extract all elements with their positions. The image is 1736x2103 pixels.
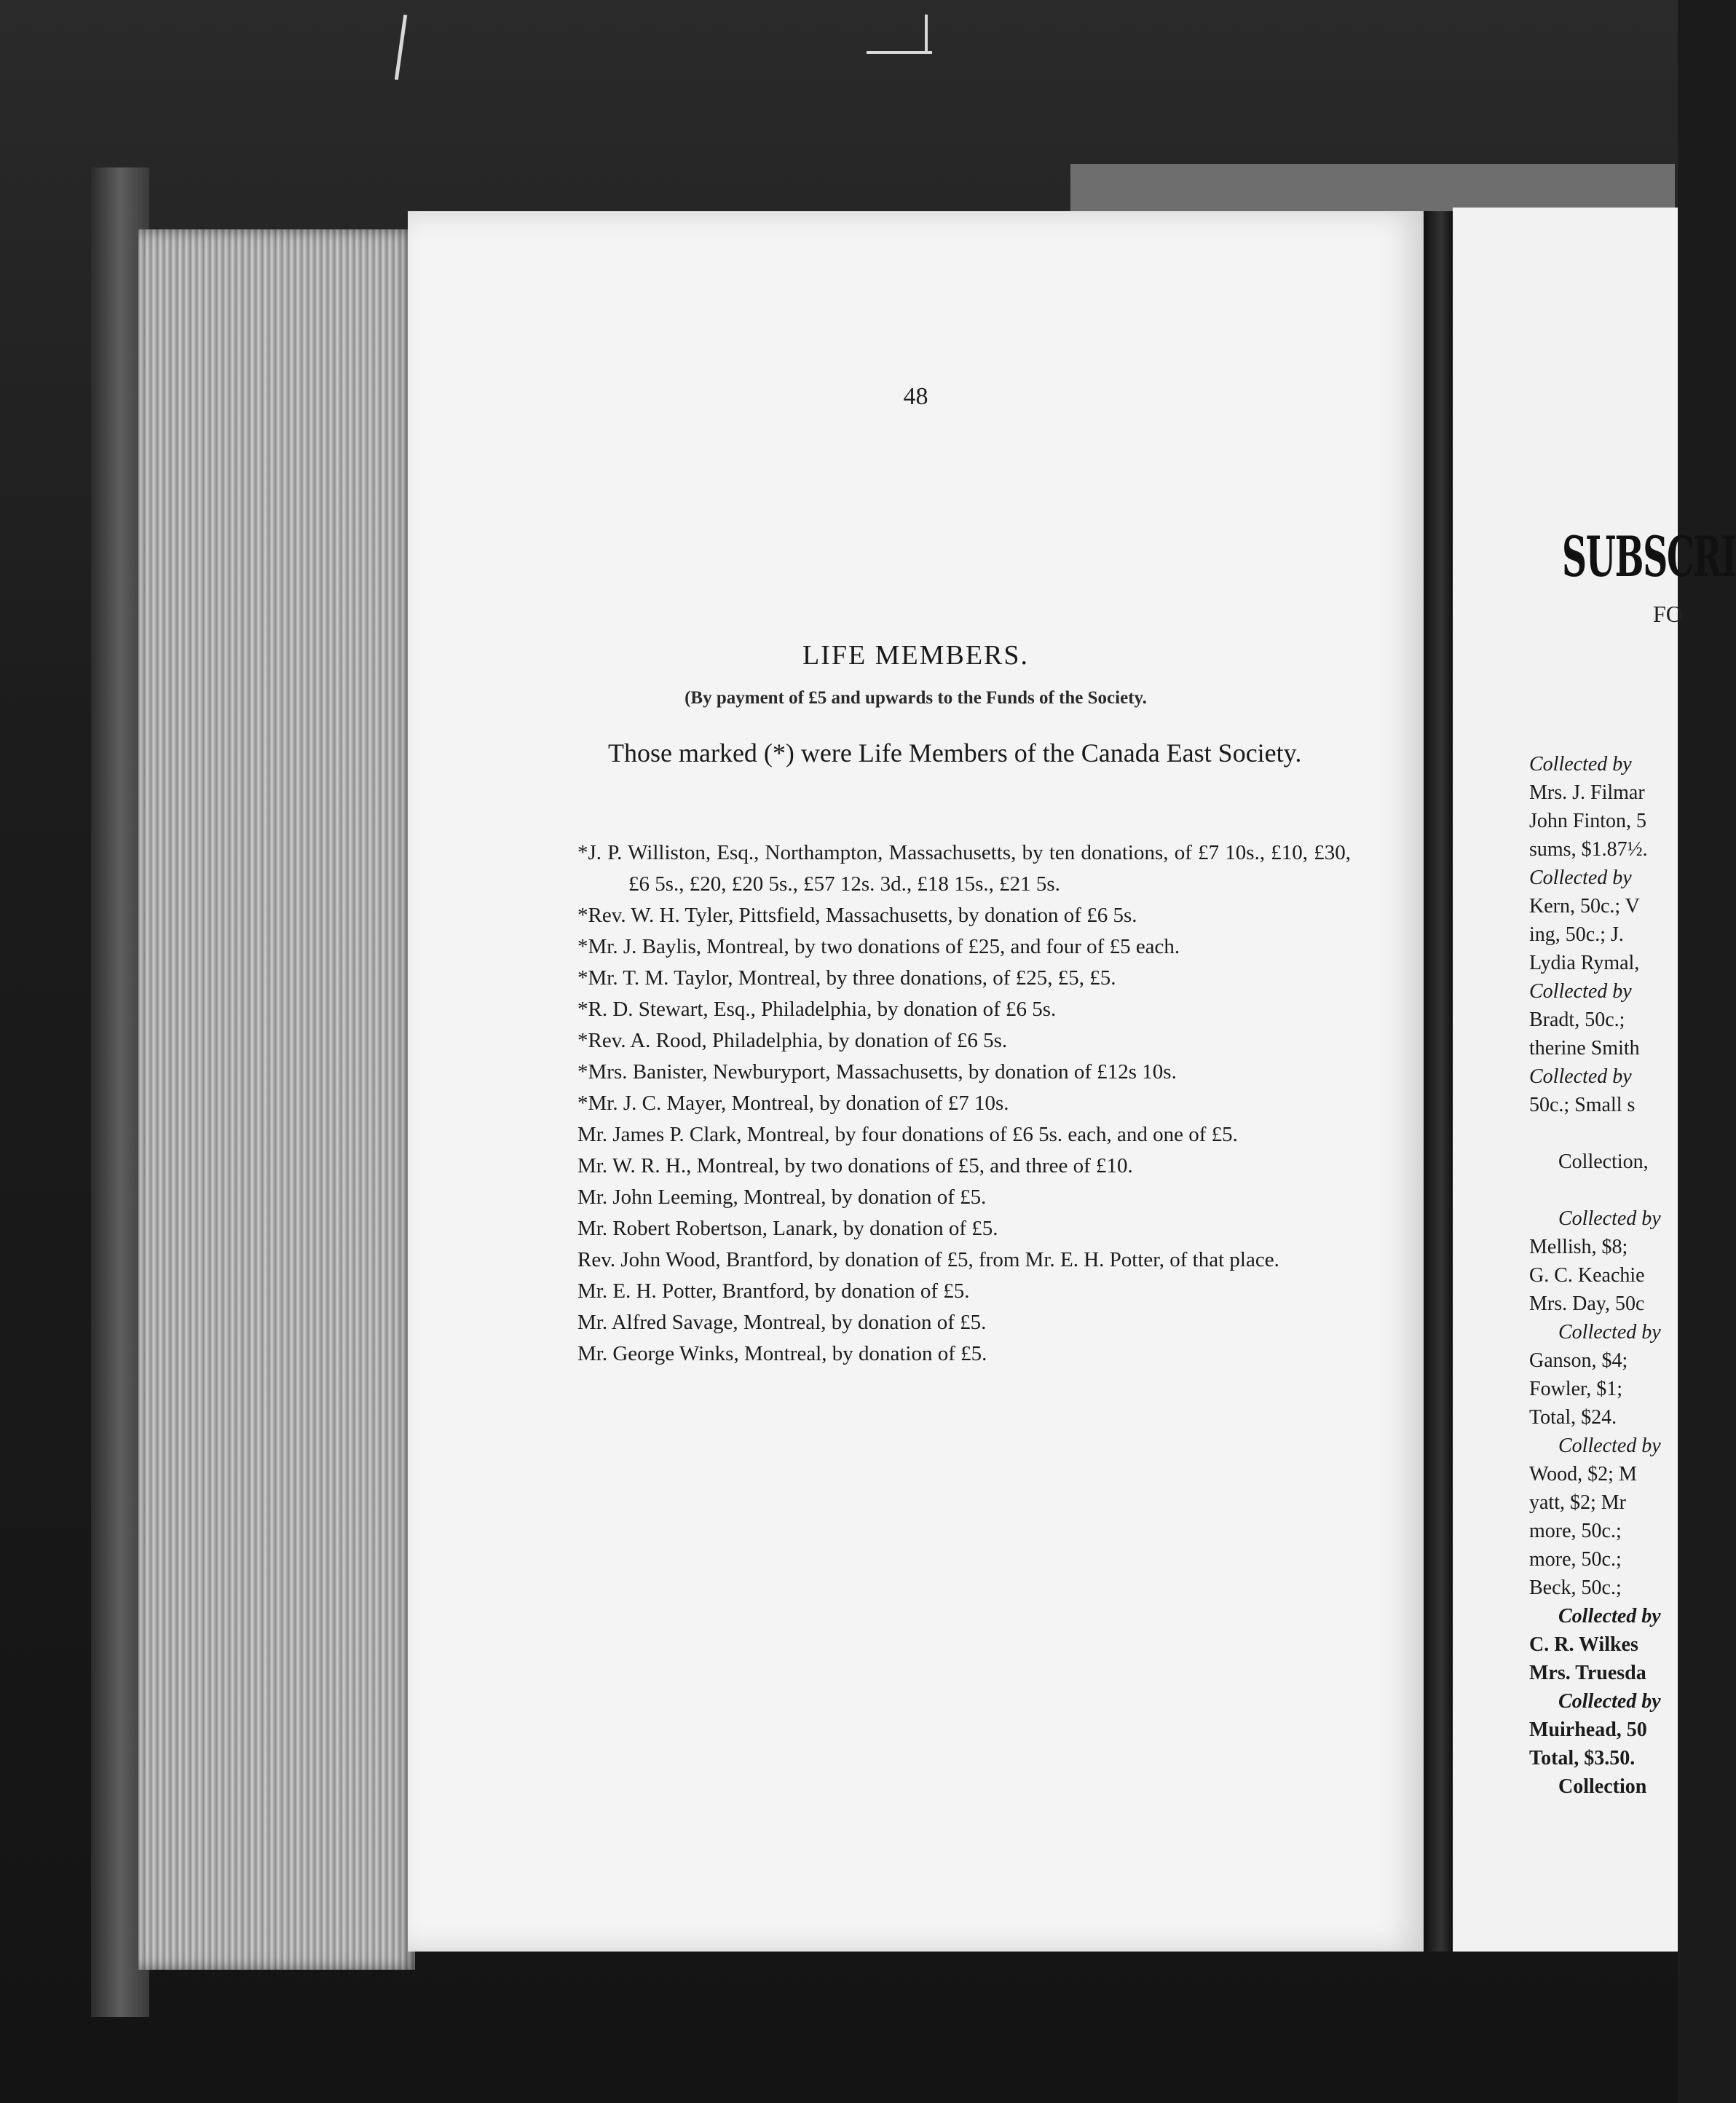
list-item: *Mr. J. C. Mayer, Montreal, by donation of £7 10s. [577,1092,1009,1115]
right-page-heading: SUBSCRI [1562,524,1736,589]
list-item: Collected by [1558,1690,1661,1713]
list-item: Mr. John Leeming, Montreal, by donation of £5. [577,1185,987,1209]
list-item: yatt, $2; Mr [1529,1491,1626,1514]
list-item: Mr. W. R. H., Montreal, by two donations of £5, and three of £10. [577,1154,1133,1177]
list-item: more, 50c.; [1529,1520,1622,1542]
list-item: Mrs. Truesda [1529,1662,1646,1684]
list-item: 50c.; Small s [1529,1094,1636,1116]
list-item: Fowler, $1; [1529,1378,1622,1400]
list-item: *Rev. A. Rood, Philadelphia, by donation of £6 5s. [577,1029,1008,1052]
list-item: Mr. Robert Robertson, Lanark, by donation of £5. [577,1217,998,1240]
list-item: *Mrs. Banister, Newburyport, Massachusetts, by donation of £12s 10s. [577,1060,1177,1084]
list-item: Collected by [1558,1435,1661,1457]
list-item: *R. D. Stewart, Esq., Philadelphia, by donation of £6 5s. [577,998,1057,1021]
list-item: Mr. George Winks, Montreal, by donation of £5. [577,1342,987,1365]
list-item: Collected by [1529,1065,1632,1088]
list-item [1529,1119,1661,1148]
list-item: Beck, 50c.; [1529,1577,1622,1599]
left-page [408,211,1424,1952]
list-item: Total, $3.50. [1529,1747,1636,1769]
right-page-subheading: FO [1653,601,1683,627]
list-item: therine Smith [1529,1037,1640,1060]
list-item: Mr. James P. Clark, Montreal, by four donations of £6 5s. each, and one of £5. [577,1123,1238,1146]
list-item: more, 50c.; [1529,1548,1622,1571]
list-item: Wood, $2; M [1529,1463,1637,1485]
list-item [1529,1176,1661,1204]
life-members-list [577,837,1351,1370]
list-item: Mellish, $8; [1529,1236,1628,1258]
book-gutter [1424,211,1453,1952]
right-page [1453,208,1736,1952]
list-item: Lydia Rymal, [1529,952,1640,974]
list-item: Mrs. Day, 50c [1529,1293,1645,1315]
list-item: John Finton, 5 [1529,810,1647,832]
list-item: Kern, 50c.; V [1529,895,1640,918]
page-block-edge [138,229,415,1970]
list-item: Collected by [1558,1605,1661,1627]
subscriptions-list [1529,750,1661,1801]
list-item: Collected by [1529,753,1632,776]
list-item: Mr. E. H. Potter, Brantford, by donation of £5. [577,1279,970,1303]
page-number: 48 [903,383,928,410]
list-item: C. R. Wilkes [1529,1633,1638,1656]
list-item: Ganson, $4; [1529,1349,1628,1372]
list-item: Collected by [1558,1321,1661,1344]
list-item: Mrs. J. Filmar [1529,781,1645,804]
list-item: Mr. Alfred Savage, Montreal, by donation of £5. [577,1311,987,1334]
list-item: *Mr. J. Baylis, Montreal, by two donations of £25, and four of £5 each. [577,935,1180,958]
list-item: *Mr. T. M. Taylor, Montreal, by three donations, of £25, £5, £5. [577,966,1116,990]
list-item: G. C. Keachie [1529,1264,1645,1287]
section-title: LIFE MEMBERS. [802,640,1030,671]
list-item: Muirhead, 50 [1529,1719,1647,1741]
list-item: Collected by [1529,980,1632,1003]
book-cover-top [1070,164,1675,211]
film-scratch [867,51,932,54]
list-item: Total, $24. [1529,1406,1617,1429]
list-item: sums, $1.87½. [1529,838,1648,861]
section-subtitle: (By payment of £5 and upwards to the Funds of the Society. [684,688,1147,708]
list-item: Collection [1558,1775,1647,1798]
list-item: Collected by [1529,867,1632,889]
list-item: *J. P. Williston, Esq., Northampton, Massachusetts, by ten donations, of £7 10s., £10, £30, £6 5s., £20, £20 5s., £57 12s. 3d., £18 15s., £21 5s. [577,841,1351,896]
list-item: Collection, [1558,1151,1649,1173]
list-item: Rev. John Wood, Brantford, by donation of £5, from Mr. E. H. Potter, of that place. [577,1248,1279,1271]
film-scratch [925,15,928,51]
list-item: ing, 50c.; J. [1529,923,1624,946]
list-item: *Rev. W. H. Tyler, Pittsfield, Massachusetts, by donation of £6 5s. [577,904,1137,927]
list-item: Bradt, 50c.; [1529,1009,1625,1031]
intro-paragraph: Those marked (*) were Life Members of the Canada East Society. [608,738,1302,768]
list-item: Collected by [1558,1207,1661,1230]
